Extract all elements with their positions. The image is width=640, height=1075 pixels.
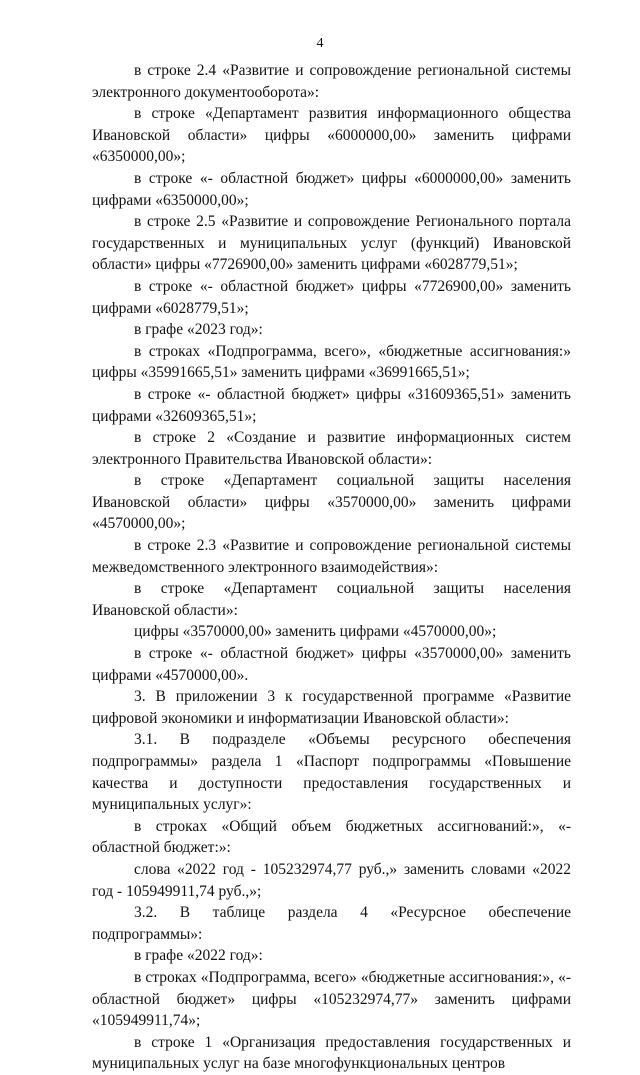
paragraph: в строке «- областной бюджет» цифры «3570000,00» заменить цифрами «4570000,00».	[92, 645, 571, 684]
paragraph: в строке 2.3 «Развитие и сопровождение региональной системы межведомственного электронного взаимодействия»:	[92, 537, 571, 576]
paragraph: в строке 2 «Создание и развитие информационных систем электронного Правительства Ивановской области»:	[92, 429, 571, 468]
paragraph: в строке «- областной бюджет» цифры «6000000,00» заменить цифрами «6350000,00»;	[92, 169, 571, 209]
paragraph: в строках «Подпрограмма, всего», «бюджетные ассигнования:» цифры «35991665,51» заменить цифрами «36991665,51»;	[92, 342, 571, 382]
paragraph: в строке 2.4 «Развитие и сопровождение региональной системы электронного документооборота»:	[92, 62, 571, 101]
paragraph: цифры «3570000,00» заменить цифрами «4570000,00»;	[134, 623, 497, 641]
paragraph: 3.1. В подразделе «Объемы ресурсного обеспечения подпрограммы» раздела 1 «Паспорт подпрограммы «Повышение качества и доступности предоставления государственных и муниципальных услуг»:	[92, 731, 571, 814]
paragraph: в строке «Департамент развития информационного общества Ивановской области» цифры «6000000,00» заменить цифрами «6350000,00»;	[92, 105, 571, 166]
paragraph: в строке «Департамент социальной защиты населения Ивановской области»:	[92, 580, 571, 619]
paragraph: слова «2022 год - 105232974,77 руб.,» заменить словами «2022 год - 105949911,74 руб.,»;	[92, 860, 571, 900]
document-body	[92, 60, 571, 1075]
paragraph: в строке «- областной бюджет» цифры «7726900,00» заменить цифрами «6028779,51»;	[92, 277, 571, 317]
paragraph: в строке 2.5 «Развитие и сопровождение Регионального портала государственных и муниципальных услуг (функций) Ивановской области» цифры «7726900,00» заменить цифрами «6028779,51»;	[92, 213, 571, 274]
paragraph: в графе «2023 год»:	[134, 321, 263, 339]
paragraph: в строке 1 «Организация предоставления государственных и муниципальных услуг на базе многофункциональных центров	[92, 1033, 571, 1073]
page-number: 4	[316, 36, 324, 51]
paragraph: в графе «2022 год»:	[134, 947, 263, 965]
paragraph: в строке «- областной бюджет» цифры «31609365,51» заменить цифрами «32609365,51»;	[92, 385, 571, 425]
paragraph: в строках «Общий объем бюджетных ассигнований:», «- областной бюджет:»:	[92, 817, 571, 857]
paragraph: в строке «Департамент социальной защиты населения Ивановской области» цифры «3570000,00» заменить цифрами «4570000,00»;	[92, 472, 571, 533]
paragraph: 3.2. В таблице раздела 4 «Ресурсное обеспечение подпрограммы»:	[92, 904, 571, 943]
paragraph: 3. В приложении 3 к государственной программе «Развитие цифровой экономики и информатизации Ивановской области»:	[92, 688, 571, 727]
paragraph: в строках «Подпрограмма, всего» «бюджетные ассигнования:», «- областной бюджет» цифры «105232974,77» заменить цифрами «105949911,74»;	[92, 968, 571, 1030]
